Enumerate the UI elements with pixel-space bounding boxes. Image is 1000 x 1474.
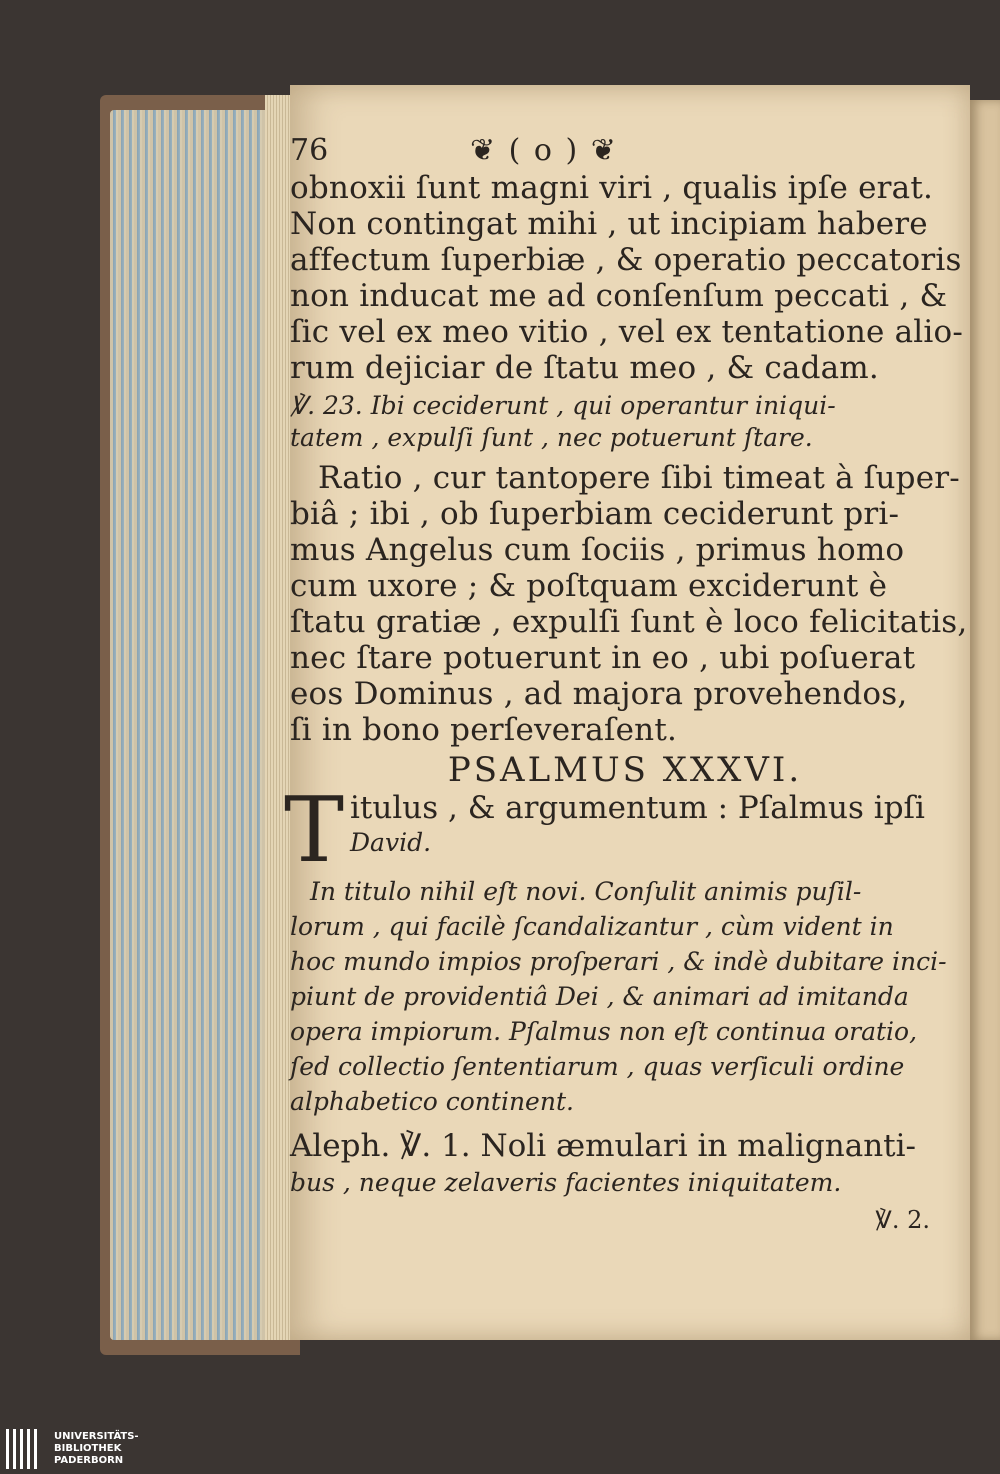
logo-line: UNIVERSITÄTS- bbox=[54, 1431, 139, 1442]
versicle-23 bbox=[290, 390, 960, 454]
commentary-line: alphabetico continent. bbox=[290, 1087, 574, 1116]
psalm-title: PSALMUS XXXVI. bbox=[447, 750, 803, 790]
text-line: mus Angelus cum ſociis , primus homo bbox=[290, 532, 905, 568]
psalm-title-block bbox=[284, 778, 960, 883]
body-paragraph bbox=[290, 170, 964, 386]
library-logo bbox=[0, 1424, 180, 1474]
aleph-verse bbox=[290, 1127, 960, 1200]
title-line: itulus , & argumentum : Pſalmus ipſi bbox=[350, 790, 925, 826]
page-block-edges bbox=[110, 110, 290, 1340]
text-line: biâ ; ibi , ob ſuperbiam ceciderunt pri- bbox=[290, 496, 900, 532]
verse-line: bus , neque zelaveris facientes iniquitatem. bbox=[290, 1168, 842, 1197]
versicle-line: tatem , expulſi ſunt , nec potuerunt ſtare. bbox=[290, 423, 813, 452]
running-head: ❦ ( o ) ❦ bbox=[470, 132, 618, 168]
page-number: 76 bbox=[290, 132, 329, 168]
versicle-line: ℣. 23. Ibi ceciderunt , qui operantur iniqui- bbox=[290, 391, 836, 420]
page-header bbox=[290, 130, 960, 170]
commentary-line: hoc mundo impios proſperari , & indè dubitare inci- bbox=[290, 947, 947, 976]
catchword: ℣. 2. bbox=[875, 1206, 930, 1234]
text-line: cum uxore ; & poſtquam exciderunt è bbox=[290, 568, 888, 604]
ratio-paragraph bbox=[290, 460, 968, 748]
text-line: eos Dominus , ad majora provehendos, bbox=[290, 676, 908, 712]
library-logo-icon bbox=[4, 1427, 44, 1471]
commentary-line: piunt de providentiâ Dei , & animari ad imitanda bbox=[290, 982, 909, 1011]
text-line: ſi in bono perſeveraſent. bbox=[290, 712, 678, 748]
text-line: Ratio , cur tantopere ſibi timeat à ſuper- bbox=[318, 460, 960, 496]
verse-line: Aleph. ℣. 1. Noli æmulari in malignanti- bbox=[290, 1128, 917, 1164]
right-page-edge bbox=[970, 100, 1000, 1340]
text-line: ſic vel ex meo vitio , vel ex tentatione alio- bbox=[290, 314, 964, 350]
text-line: rum dejiciar de ſtatu meo , & cadam. bbox=[290, 350, 879, 386]
page-text bbox=[284, 130, 968, 1234]
commentary bbox=[290, 874, 960, 1119]
text-line: nec ſtare potuerunt in eo , ubi poſuerat bbox=[290, 640, 916, 676]
text-line: non inducat me ad conſenſum peccati , & bbox=[290, 278, 948, 314]
logo-line: BIBLIOTHEK bbox=[54, 1443, 122, 1454]
commentary-line: ſed collectio ſententiarum , quas verſiculi ordine bbox=[290, 1052, 905, 1081]
commentary-line: In titulo nihil eſt novi. Conſulit animis puſil- bbox=[310, 877, 862, 906]
library-logo-text bbox=[54, 1431, 139, 1467]
title-line: David. bbox=[350, 828, 432, 857]
text-line: Non contingat mihi , ut incipiam habere bbox=[290, 206, 928, 242]
text-line: affectum ſuperbiæ , & operatio peccatoris bbox=[290, 242, 962, 278]
text-line: ſtatu gratiæ , expulſi ſunt è loco felicitatis, bbox=[290, 604, 968, 640]
commentary-line: opera impiorum. Pſalmus non eſt continua oratio, bbox=[290, 1017, 918, 1046]
logo-line: PADERBORN bbox=[54, 1455, 124, 1466]
commentary-line: lorum , qui facilè ſcandalizantur , cùm vident in bbox=[290, 912, 894, 941]
text-line: obnoxii ſunt magni viri , qualis ipſe erat. bbox=[290, 170, 934, 206]
dropcap: T bbox=[284, 778, 345, 883]
